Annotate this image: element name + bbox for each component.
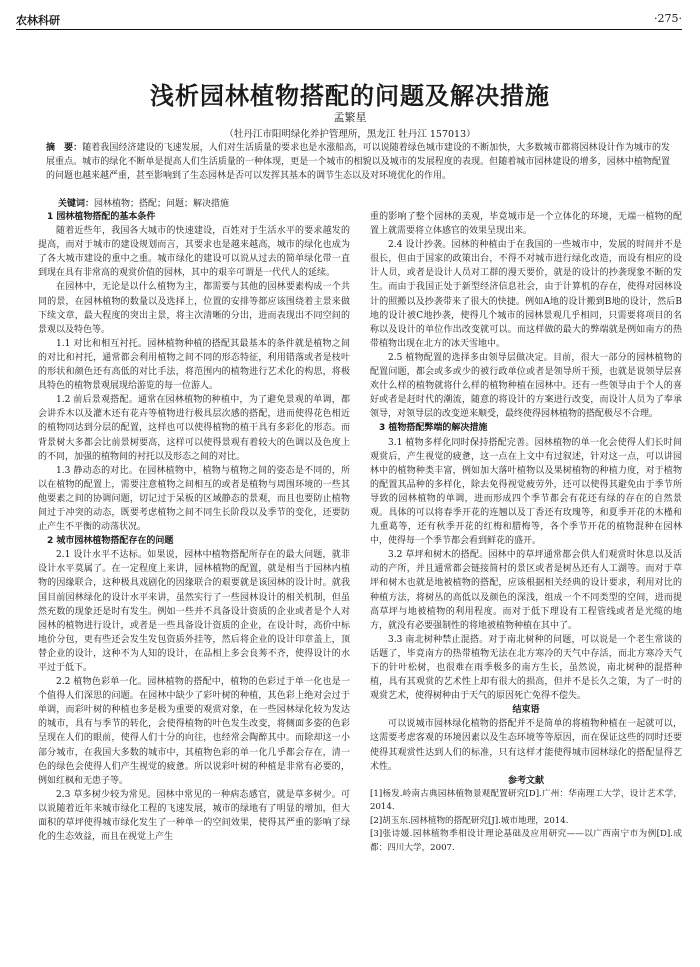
journal-name: 农林科研 (16, 14, 60, 27)
page-header (16, 10, 682, 30)
keywords-text: 园林植物；搭配；问题；解决措施 (94, 199, 230, 209)
abstract-label: 摘 要： (46, 143, 83, 153)
paragraph: 3.2 草坪和树木的搭配。园林中的草坪通常都会供人们观赏时休息以及活动的产所，并且通常都会链接简村的景区或者是树丛还有人工湖等。而对于草坪和树木也就是地被植物的搭配，应该根据相关经典的设计要求，利用对比的种植方法，将树丛的高低以及颜色的深浅，组成一个不同类型的空间，进而提高草坪与地被植物的利用程度。而对于低下理设有工程管线或者是光缆的地方，就没有必要强制性的将地被植物种植在其中了。 (370, 550, 682, 631)
keywords-label: 关键词： (58, 199, 95, 209)
paragraph: 2.3 草多树少较为常见。园林中常见的一种病态感官，就是草多树少。可以说随着近年来城市绿化工程的飞速发展，城市的绿地有了明显的增加，但大面积的草坪使得城市绿化发生了一种单一的空间效果，使得其严重的影响了绿化的生态效益，而且在视觉上产生 (38, 789, 350, 843)
paragraph: 1.3 静动态的对比。在园林植物中，植物与植物之间的姿态是不同的，所以在植物的配置上，需要注意植物之间相互的或者是植物与周围环境的一些其他要素之间的协调问题，切记过于呆板的区域静态的景观，而且也要防止植物间过于冲突的动态，既要考虑植物之间不同生长阶段以及季节的变化，还要防止产生不平衡的动荡状况。 (38, 465, 350, 533)
keywords (58, 197, 670, 211)
left-column (38, 210, 350, 844)
section-heading: 1 园林植物搭配的基本条件 (47, 212, 156, 222)
article-title: 浅析园林植物搭配的问题及解决措施 (150, 81, 550, 110)
paragraph: 随着近些年，我国各大城市的快速建设，百姓对于生活水平的要求越发的提高，而对于城市的建设规划而言，其要求也是越来越高，城市的绿化也成为了各大城市建设的重中之重。城市绿化的建设可以说从过去的简单绿化带一直到现在具有非常高的观赏价值的园林，其中的艰辛可谓是一代代人的延续。 (38, 226, 350, 279)
paragraph: 可以说城市园林绿化植物的搭配并不是简单的将植物种植在一起就可以，这需要考虑客观的环境因素以及生态环境等等原因，而在保证这些的同时还要使得其观赏性达到人们的标准，只有这样才能使得城市园林绿化的搭配显得艺术性。 (370, 719, 682, 772)
author-name: 孟繁星 (333, 111, 367, 124)
paragraph: 2.4 设计抄袭。园林的种植由于在我国的一些城市中，发展的时间并不是很长，但由于国家的政策出台，不得不对城市进行绿化改造，而设有相应的设计人员，或者是设计人员对工群的漫天要价，就是的设计的抄袭现象不断的发生。而由于我国正处于新型经济信息社会，由于计算机的存在，使得对园林设计的照搬以及抄袭带来了很大的快捷。例如A地的设计搬到B地的设计，然后B地的设计被C地抄袭，使得几个城市的园林景观几乎相同，只需要将项目的名称以及设计的单位作出改变就可以。而这样做的最大的弊端就是例如南方的热带植物出现在北方的冰天雪地中。 (370, 240, 682, 349)
paragraph: 2.5 植物配置的选择多由领导层做决定。目前，很大一部分的园林植物的配置问题，都会或多或少的被行政单位或者是领导所干预，也就是说领导层喜欢什么样的植物就将什么样的植物种植在园林中。还有一些领导由于个人的喜好或者是赶时代的潮流，随意的将设计的方案进行改变，而设计人员为了奉承领导，对领导层的改变逆来顺受，最终使得园林植物的搭配极尽不合理。 (370, 352, 682, 420)
paragraph: 3.3 南北树种禁止混搭。对于南北树种的问题，可以说是一个老生常谈的话题了，毕竟南方的热带植物无法在北方寒冷的天气中存活，而北方寒冷天气下的针叶松树，也很难在雨季极多的南方生长，虽然说，南北树种的混搭种植，具有其观赏的艺术性上却有很大的损高，但并不是长久之策，为了一时的观赏艺术，使得树种由于天气的原因死亡免得不偿失。 (370, 634, 682, 702)
abstract-text: 随着我国经济建设的飞速发展，人们对生活质量的要求也是水涨船高，可以说随着绿色城市建设的不断加快，大多数城市都将园林设计作为城市的发展重点。城市的绿化不断单是提高人们生活质量的一种体现，更是一个城市的相貌以及城市的发展程度的表现。但随着城市园林建设的增多，园林中植物配置的问题也越来越严重，甚至影响到了生态园林是否可以发挥其基本的调节生态以及对环境优化的作用。 (46, 143, 670, 181)
paragraph: 1.2 前后景观搭配。通常在园林植物的种植中，为了避免景观的单调，都会讲乔木以及灌木还有花卉等植物进行极具层次感的搭配，进而使得花色相近的植物同达到分层的配置，这样也可以使得植物的植干具有多彩化的形态。而背景树大多都会比前景树要高，这样可以使得景观有着较大的色调以及色度上的不同，加强的植物间的衬托以及形态之间的对比。 (38, 395, 350, 462)
section-heading: 结束语 (512, 705, 540, 716)
author-affiliation: （牡丹江市阳明绿化养护管理所，黑龙江 牡丹江 157013） (224, 129, 476, 140)
right-column (370, 210, 682, 855)
reference-item: [1]杨发.岭南古典园林植物景观配置研究[D].广州：华南理工大学，设计艺术学，2014. (370, 788, 682, 813)
page-number: ·275· (654, 12, 682, 25)
section-heading: 2 城市园林植物搭配存在的问题 (47, 536, 174, 547)
paragraph: 1.1 对比和相互衬托。园林植物种植的搭配其最基本的条件就是植物之间的对比和衬托，通常都会利用植物之间不同的形态特征，利用错落或者是枝叶的形状和颜色还有高低的对比手法，将范围内的植物进行艺术化的构思，将极具特色的植物景观展现给游览的每一位游人。 (38, 338, 350, 392)
reference-item: [3]张诗媛.园林植物季相设计理论基础及应用研究——以广西南宁市为例[D].成都：四川大学，2007. (370, 829, 682, 853)
abstract (46, 141, 670, 183)
reference-item: [2]胡玉东.园林植物的搭配研究[J].城市地理，2014. (370, 815, 569, 826)
section-heading: 参考文献 (507, 775, 544, 786)
section-heading: 3 植物搭配弊端的解决措施 (379, 423, 488, 434)
paragraph: 在园林中，无论是以什么植物为主，都需要与其他的园林要素构成一个共同的景，在园林植物的数量以及选择上，位置的安排等都应该围绕着主景来做下续文章，最大程度的突出主景，将主次清晰的分出，进而表现出不同空间的景观以及特色等。 (38, 282, 350, 335)
paragraph: 2.1 设计水平不达标。如果说，园林中植物搭配所存在的最大问题，就非设计水平莫属了。在一定程度上来讲，园林植物的配置，就是相当于园林内植物的因缘联合，这种极具戏剧化的因缘联合的艰要就是该园林的设计时。就我国目前园林绿化的设计水平来讲，虽然实行了一些园林设计的相关机制，但虽然充数的现象还是时有发生。例如一些并不具备设计资质的企业或者是个人对园林的植物进行设计，或者是一些具备设计资质的企业，在设计时，高价中标地价分包，更有些还会发生发包资质外挂等，然后将企业的设计印章盖上，顶替企业的设计，这种不为人知的设计，在品相上多会良莠不齐，使得设计的水平过于低下。 (38, 550, 350, 673)
paragraph: 3.1 植物多样化同时保持搭配完善。园林植物的单一化会使得人们长时间观赏后，产生视觉的疲惫，这一点在上文中有过叙述，针对这一点，可以讲园林中的植物种类丰富，例如加大落叶植物以及果树植物的种植力度，对于植物的配置其品种的多样化，除去免得视觉疲劳外，还可以使得其避免由于季节所导致的园林植物的单调，进而形成四个季节都会有花还有绿的存在的自然景观。具体的可以将春季开花的连翘以及丁香还有玫瑰等，和夏季开花的木槿和九重葛等，还有秋季开花的红梅和腊梅等，各个季节开花的植物混种在园林中，使得每一个季节都会看到鲜花的盛开。 (370, 437, 682, 547)
paragraph: 2.2 植物色彩单一化。园林植物的搭配中，植物的色彩过于单一化也是一个值得人们深思的问题。在园林中缺少了彩叶树的种植，其色彩上绝对会过于单调，而彩叶树的种植也多是极为重要的观赏对象，在一些园林绿化较为发达的城市，具有与季节的转化，会使得植物的叶色发生改变，将侧面多姿的色彩呈现在人们的眼前，使得人们十分的向往，也经常会陶醉其中。而除却这一小部分城市，在我国大多数的城市中，其植物色彩的单一化几乎都会存在，清一色的绿色会使得人们产生视觉的疲惫。所以说彩叶树的种植是非常有必要的，例如红枫和无患子等。 (38, 677, 350, 786)
paragraph: 重的影响了整个园林的美观，毕竟城市是一个立体化的环境，无端一植物的配置上就需要将立体感官的效果呈现出来。 (370, 212, 682, 237)
